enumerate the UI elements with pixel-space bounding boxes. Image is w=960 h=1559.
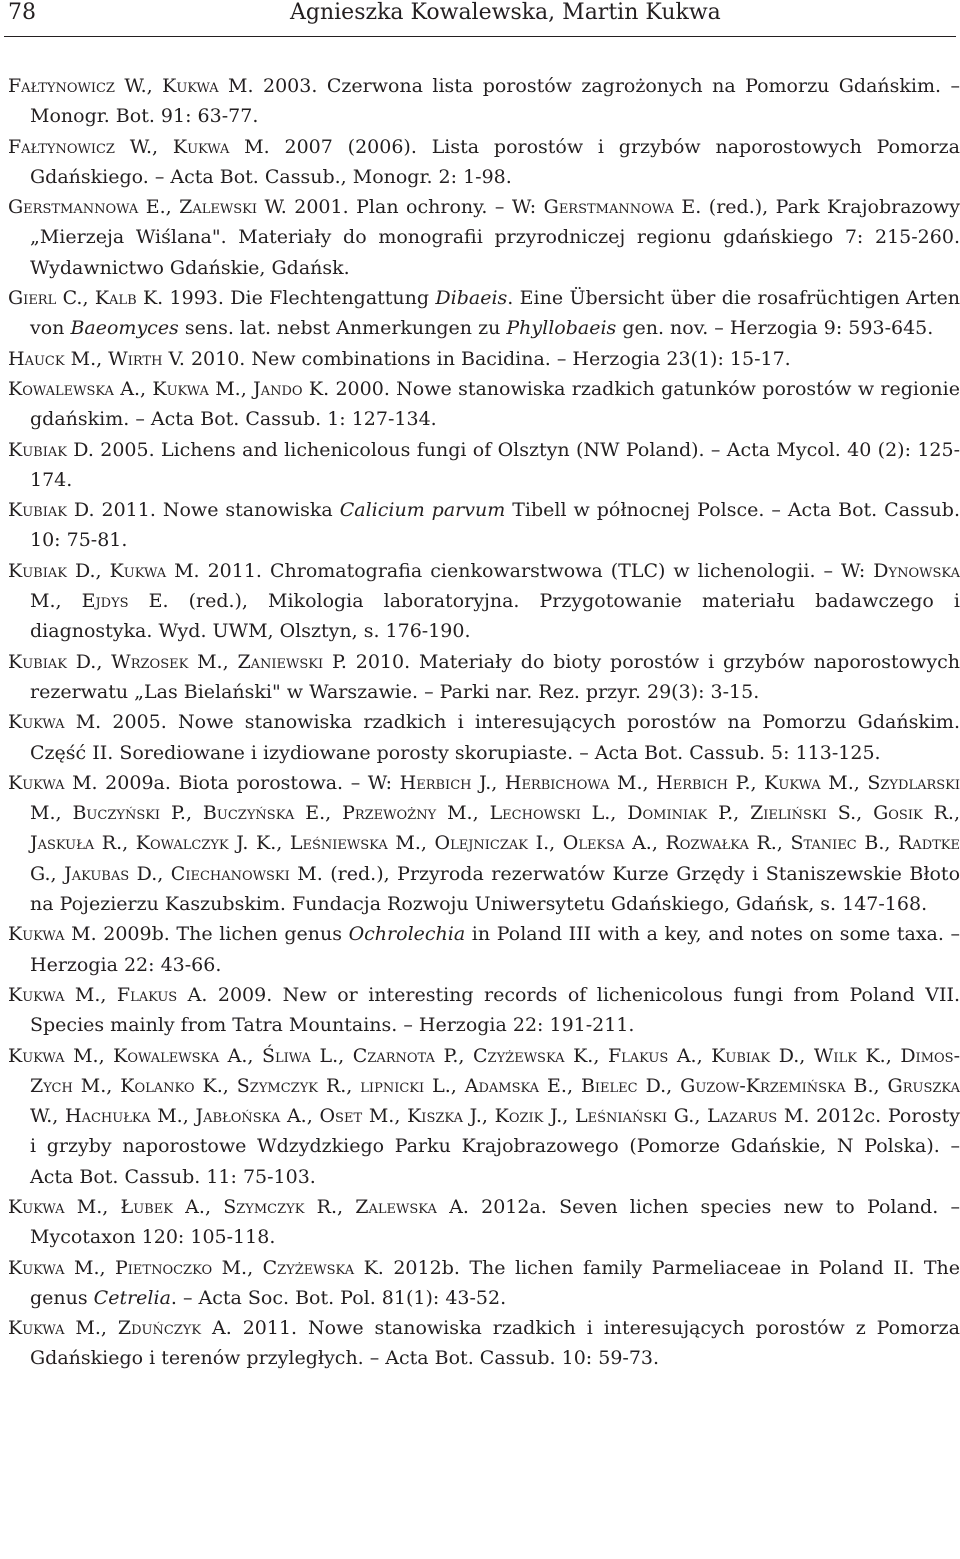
reference-text: 2011. Nowe stanowiska rzadkich i interesujących porostów z Pomorza Gdańskiego i terenów przyległych. – Acta Bot. Cassub. 10: 59-73. bbox=[30, 1317, 960, 1370]
reference-taxon: Baeomyces bbox=[70, 317, 179, 340]
reference-text: 2007 (2006). Lista porostów i grzybów naporostowych Pomorza Gdańskiego. – Acta Bot. Cassub., Monogr. 2: 1-98. bbox=[30, 135, 960, 188]
reference-text: 2011. Chromatografia cienkowarstwowa (TLC) w lichenologii. – W: bbox=[199, 559, 874, 582]
running-head: Agnieszka Kowalewska, Martin Kukwa bbox=[290, 0, 721, 25]
reference-entry bbox=[8, 435, 960, 496]
reference-text: 2009. New or interesting records of lichenicolous fungi from Poland VII. Species mainly from Tatra Mountains. – Herzogia 22: 191-211. bbox=[30, 983, 960, 1037]
reference-text: 2003. Czerwona lista porostów zagrożonych na Pomorzu Gdańskim. – Monogr. Bot. 91: 63-77. bbox=[30, 75, 960, 128]
reference-text: 2001. Plan ochrony. – W: bbox=[286, 196, 544, 219]
reference-entry bbox=[8, 71, 960, 132]
reference-entry bbox=[8, 344, 960, 374]
reference-text: 2005. Nowe stanowiska rzadkich i interesujących porostów na Pomorzu Gdańskim. Część II. Sorediowane i izydiowane porosty skorupiaste. – Acta Bot. Cassub. 5: 113-125. bbox=[30, 711, 960, 764]
reference-text: Tibell w północnej Polsce. – Acta Bot. Cassub. 10: 75-81. bbox=[30, 499, 960, 552]
reference-text: (red.), Mikologia laboratoryjna. Przygotowanie materiału badawczego i diagnostyka. Wyd. UWM, Olsztyn, s. 176-190. bbox=[30, 590, 960, 643]
reference-text: sens. lat. nebst Anmerkungen zu bbox=[178, 317, 507, 340]
reference-text: 2012c. Porosty i grzyby naporostowe Wdzydzkiego Parku Krajobrazowego (Pomorze Gdańskie, N Polska). – Acta Bot. Cassub. 11: 75-103. bbox=[30, 1105, 960, 1188]
reference-taxon: Calicium parvum bbox=[339, 499, 506, 522]
reference-authors: Kukwa M., Kowalewska A., Śliwa L., Czarnota P., Czyżewska K., Flakus A., Kubiak D., Wilk K., Dimos-Zych M., Kolanko K., Szymczyk R., lipnicki L., Adamska E., Bielec D., Guzow-Krzemińska B., Gruszka W., Hachułka M., Jabłońska A., Oset M., Kiszka J., Kozik J., Leśniański G., Lazarus M. bbox=[8, 1044, 960, 1128]
reference-text: 2010. New combinations in Bacidina. – Herzogia 23(1): 15-17. bbox=[184, 347, 791, 370]
reference-entry bbox=[8, 556, 960, 647]
reference-entry bbox=[8, 192, 960, 283]
reference-entry bbox=[8, 980, 960, 1041]
reference-entry bbox=[8, 132, 960, 193]
reference-text: 2000. Nowe stanowiska rzadkich gatunków porostów w regionie gdańskim. – Acta Bot. Cassub. 1: 127-134. bbox=[30, 377, 960, 431]
reference-authors: Gerstmannowa E. bbox=[543, 196, 702, 219]
reference-entry bbox=[8, 919, 960, 980]
reference-authors: Kukwa M., Pietnoczko M., Czyżewska K. bbox=[8, 1256, 384, 1279]
page-header bbox=[0, 0, 960, 30]
reference-text: 2012a. Seven lichen species new to Poland. – Mycotaxon 120: 105-118. bbox=[30, 1195, 960, 1249]
reference-authors: Kowalewska A., Kukwa M., Jando K. bbox=[8, 377, 330, 400]
reference-authors: Kukwa M., Łubek A., Szymczyk R., Zalewska A. bbox=[8, 1195, 469, 1218]
reference-authors: Kukwa M., Zduńczyk A. bbox=[8, 1317, 232, 1340]
reference-text: in Poland III with a key, and notes on some taxa. – Herzogia 22: 43-66. bbox=[30, 923, 960, 976]
reference-entry bbox=[8, 374, 960, 435]
reference-authors: Fałtynowicz W., Kukwa M. bbox=[8, 75, 254, 97]
reference-authors: Gerstmannowa E., Zalewski W. bbox=[8, 196, 287, 219]
reference-authors: Kubiak D., Kukwa M. bbox=[8, 559, 200, 582]
reference-text: 2005. Lichens and lichenicolous fungi of Olsztyn (NW Poland). – Acta Mycol. 40 (2): 125-174. bbox=[30, 438, 960, 491]
reference-text: gen. nov. – Herzogia 9: 593-645. bbox=[616, 317, 934, 340]
reference-authors: Gierl C., Kalb K. bbox=[8, 287, 164, 310]
reference-text: (red.), Park Krajobrazowy „Mierzeja Wiślana". Materiały do monografii przyrodniczej regionu gdańskiego 7: 215-260. Wydawnictwo Gdańskie, Gdańsk. bbox=[30, 196, 960, 279]
reference-taxon: Ochrolechia bbox=[348, 923, 466, 946]
reference-text: 2009b. The lichen genus bbox=[96, 923, 349, 946]
reference-text: (red.), Przyroda rezerwatów Kurze Grzędy i Staniszewskie Błoto na Pojezierzu Kaszubskim. Fundacja Rozwoju Uniwersytetu Gdańskiego, Gdańsk, s. 147-168. bbox=[30, 862, 960, 916]
reference-authors: Kubiak D. bbox=[8, 438, 94, 461]
reference-entry bbox=[8, 495, 960, 556]
reference-authors: Herbich J., Herbichowa M., Herbich P., Kukwa M., Szydlarski M., Buczyński P., Buczyńska E., Przewożny M., Lechowski L., Dominiak P., Zieliński S., Gosik R., Jaskuła R., Kowalczyk J. K., Leśniewska M., Olejniczak I., Oleksa A., Rozwałka R., Staniec B., Radtke G., Jakubas D., Ciechanowski M. bbox=[30, 771, 960, 885]
reference-entry bbox=[8, 1192, 960, 1253]
reference-text: 2011. Nowe stanowiska bbox=[94, 499, 340, 522]
header-rule bbox=[4, 36, 956, 37]
reference-entry bbox=[8, 647, 960, 708]
reference-text: 1993. Die Flechtengattung bbox=[163, 287, 436, 310]
reference-list bbox=[8, 71, 960, 1374]
reference-entry bbox=[8, 1313, 960, 1374]
reference-text: 2009a. Biota porostowa. – W: bbox=[97, 771, 400, 794]
reference-text: . Eine Übersicht über die rosafrüchtigen Arten von bbox=[30, 287, 960, 340]
reference-authors: Dynowska M., Ejdys E. bbox=[30, 559, 960, 613]
reference-text: . – Acta Soc. Bot. Pol. 81(1): 43-52. bbox=[170, 1286, 507, 1309]
reference-taxon: Phyllobaeis bbox=[506, 317, 617, 340]
reference-authors: Kubiak D. bbox=[8, 499, 95, 522]
reference-authors: Kukwa M. bbox=[8, 711, 102, 734]
reference-taxon: Cetrelia bbox=[93, 1286, 171, 1309]
reference-authors: Fałtynowicz W., Kukwa M. bbox=[8, 135, 270, 158]
reference-entry bbox=[8, 707, 960, 768]
reference-entry bbox=[8, 768, 960, 919]
reference-authors: Kukwa M. bbox=[8, 923, 97, 946]
reference-authors: Kukwa M., Flakus A. bbox=[8, 983, 208, 1006]
reference-text: 2012b. The lichen family Parmeliaceae in Poland II. The genus bbox=[30, 1256, 960, 1309]
reference-entry bbox=[8, 1253, 960, 1314]
reference-authors: Hauck M., Wirth V. bbox=[8, 347, 185, 370]
reference-taxon: Dibaeis bbox=[435, 287, 508, 310]
page-number: 78 bbox=[8, 0, 36, 25]
reference-authors: Kubiak D., Wrzosek M., Zaniewski P. bbox=[8, 650, 347, 673]
reference-text: 2010. Materiały do bioty porostów i grzybów naporostowych rezerwatu „Las Bielański" w Warszawie. – Parki nar. Rez. przyr. 29(3): 3-15. bbox=[30, 650, 960, 703]
reference-entry bbox=[8, 283, 960, 344]
reference-authors: Kukwa M. bbox=[8, 771, 98, 794]
reference-entry bbox=[8, 1041, 960, 1192]
